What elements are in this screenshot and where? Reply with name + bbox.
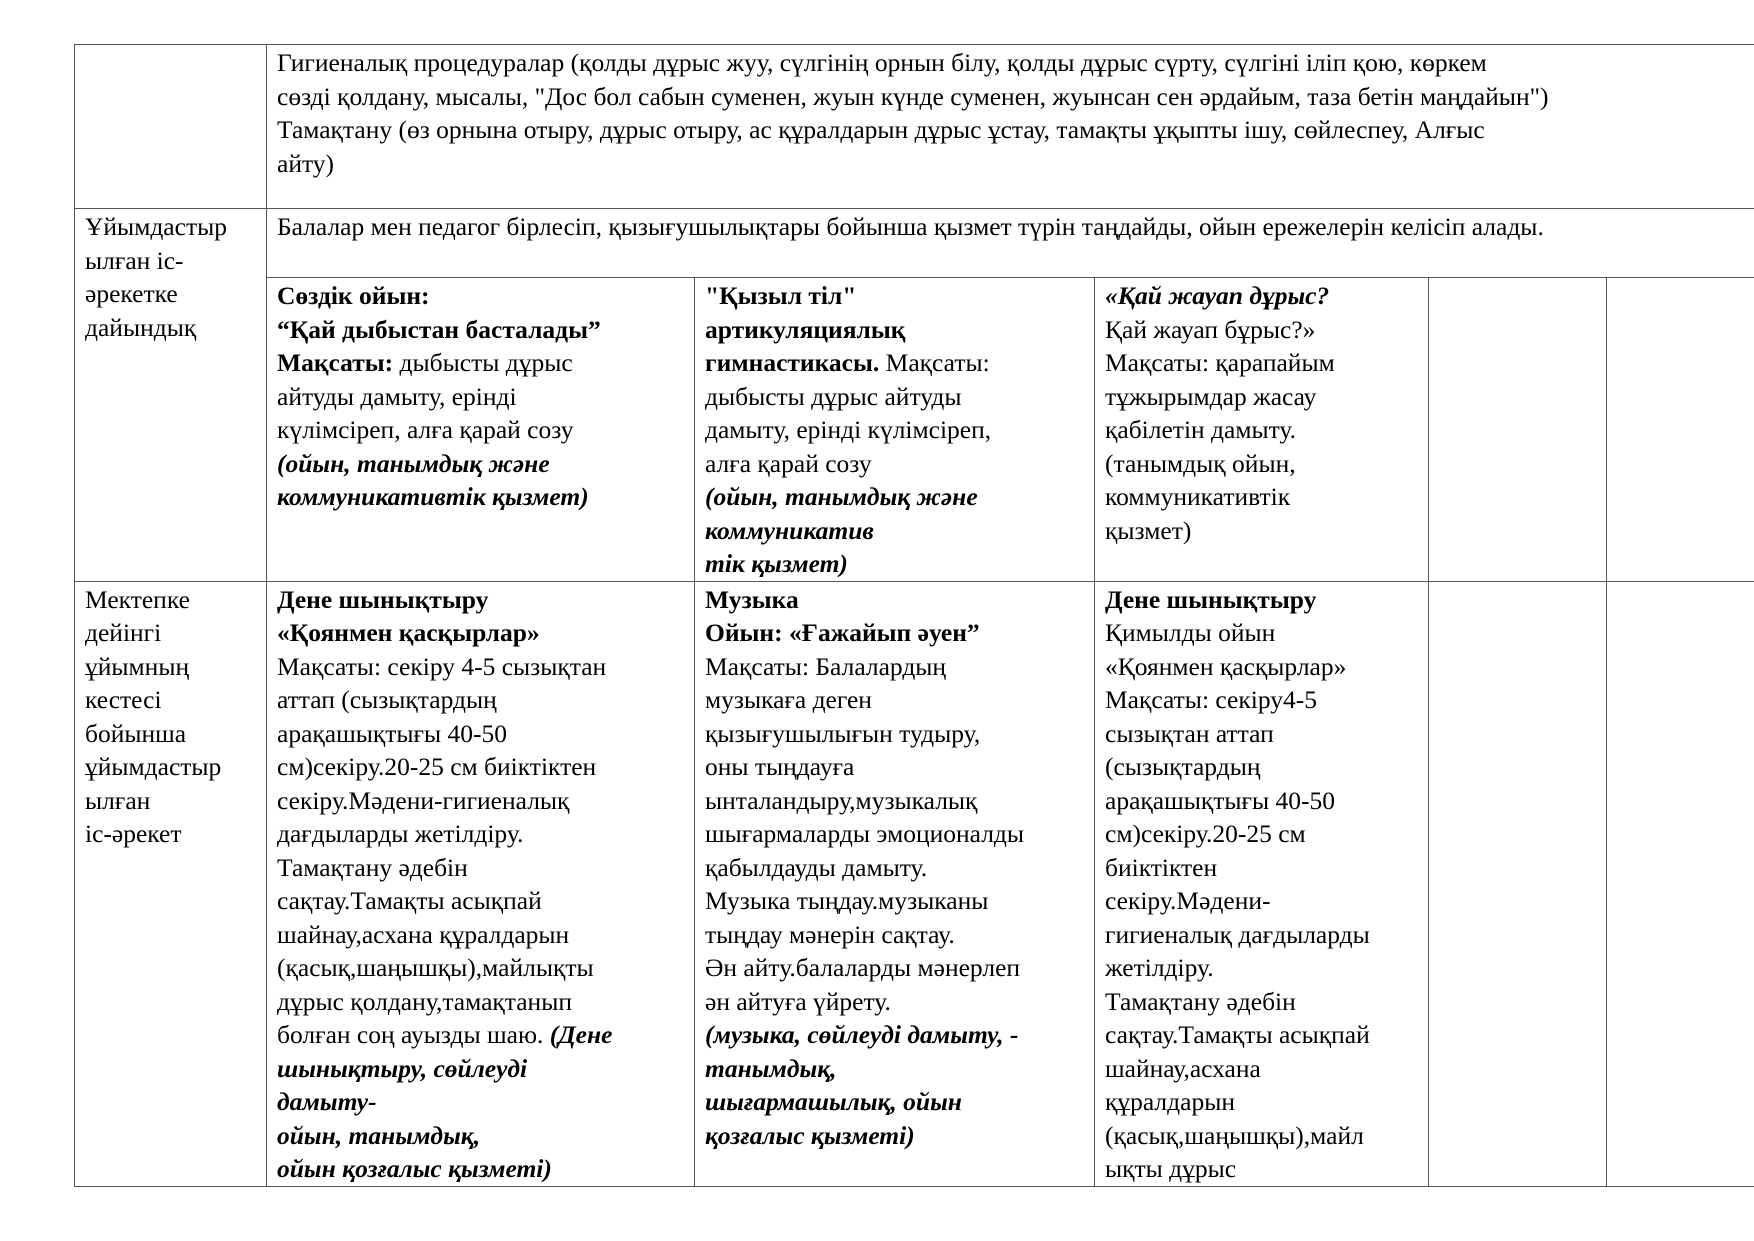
game-cell-1	[267, 278, 695, 582]
session-3-title: Дене шынықтыру	[1105, 584, 1317, 614]
session-1-line: секіру.Мәдени-гигиеналық	[277, 785, 570, 815]
session-2-line: ән айтуға үйрету.	[705, 986, 891, 1016]
session-1-line: (қасық,шаңышқы),майлықты	[277, 953, 594, 982]
session-2-line: қызығушылығын тудыру,	[705, 718, 981, 748]
game-3-line: (танымдық ойын,	[1105, 448, 1296, 478]
session-cell-5-empty	[1607, 581, 1754, 1186]
session-3-line: биіктіктен	[1105, 852, 1218, 882]
hygiene-line: Тамақтану (өз орнына отыру, дұрыс отыру, ас құралдарын дұрыс ұстау, тамақты ұқыпты ішу, сөйлеспеу, Алғыс	[277, 115, 1485, 144]
game-3-title: «Қай жауап дұрыс?	[1105, 281, 1330, 310]
prep-label-line: әрекетке	[85, 279, 178, 308]
session-2-line: тыңдау мәнерін сақтау.	[705, 919, 955, 949]
game-2-goal-line: дамыту, ерінді күлімсіреп,	[705, 415, 992, 444]
session-3-line: арақашықтығы 40-50	[1105, 785, 1335, 815]
hygiene-line: айту)	[277, 148, 335, 178]
game-cell-3	[1095, 278, 1429, 582]
session-1-last-line: болған соң ауызды шаю.	[277, 1020, 550, 1049]
game-1-activity-line: (ойын, танымдық және	[277, 448, 550, 478]
hygiene-line: Гигиеналық процедуралар (қолды дұрыс жуу, сүлгінің орнын білу, қолды дұрыс сүрту, сүлгіні іліп қою, көркем	[277, 48, 1487, 77]
session-1-line: см)секіру.20-25 см биіктіктен	[277, 752, 597, 781]
session-1-activity-start: (Дене	[549, 1020, 613, 1049]
session-1-line: шайнау,асхана құралдарын	[277, 919, 570, 949]
game-cell-2	[695, 278, 1095, 582]
session-1-activity-line: шынықтыру, сөйлеуді	[277, 1053, 528, 1083]
hygiene-row	[75, 45, 1754, 209]
sessions-label-line: бойынша	[85, 718, 187, 748]
game-3-line: тұжырымдар жасау	[1105, 381, 1317, 411]
prep-row	[75, 209, 1754, 278]
prep-label-line: Ұйымдастыр	[85, 212, 227, 241]
session-3-line: құралдарын	[1105, 1087, 1235, 1116]
session-2-line: ынталандыру,музыкалық	[705, 785, 978, 815]
session-1-game: «Қоянмен қасқырлар»	[277, 618, 540, 647]
session-1-line: сақтау.Тамақты асықпай	[277, 886, 542, 915]
agreement-cell	[267, 209, 1754, 278]
game-1-goal-line: айтуды дамыту, ерінді	[277, 381, 517, 411]
session-2-activity-line: (музыка, сөйлеуді дамыту, -	[705, 1020, 1019, 1049]
session-3-line: шайнау,асхана	[1105, 1053, 1261, 1083]
session-1-line: дұрыс қолдану,тамақтанып	[277, 986, 572, 1016]
sessions-label-line: іс-әрекет	[85, 819, 182, 848]
session-2-activity-line: шығармашылық, ойын	[705, 1087, 962, 1116]
prep-label-line: дайындық	[85, 312, 197, 342]
session-3-line: жетілдіру.	[1105, 953, 1214, 982]
session-3-line: сызықтан аттап	[1105, 718, 1274, 748]
hygiene-label-cell	[75, 45, 267, 209]
session-3-line: Қимылды ойын	[1105, 618, 1276, 647]
session-cell-3	[1095, 581, 1429, 1186]
prep-label-cell	[75, 209, 267, 582]
game-1-title: Сөздік ойын:	[277, 281, 430, 310]
game-1-goal-text: дыбысты дұрыс	[393, 348, 573, 377]
session-3-line: гигиеналық дағдыларды	[1105, 919, 1370, 949]
agreement-text: Балалар мен педагог бірлесіп, қызығушылықтары бойынша қызмет түрін таңдайды, ойын ережелерін келісіп алады.	[277, 212, 1544, 241]
sessions-row	[75, 581, 1754, 1186]
game-2-title: "Қызыл тіл"	[705, 281, 857, 310]
game-3-line: қабілетін дамыту.	[1105, 415, 1297, 444]
game-2-subtitle: артикуляциялық	[705, 314, 906, 344]
game-2-activity-line: коммуникатив	[705, 515, 874, 545]
game-3-line: Мақсаты: қарапайым	[1105, 348, 1335, 377]
session-2-activity-line: қозғалыс қызметі)	[705, 1120, 915, 1150]
game-2-subtitle-end: гимнастикасы.	[705, 348, 880, 377]
game-2-goal-label: Мақсаты:	[879, 348, 990, 377]
game-2-goal-line: алға қарай созу	[705, 448, 872, 478]
session-2-title: Музыка	[705, 584, 799, 614]
session-2-line: Музыка тыңдау.музыканы	[705, 886, 989, 915]
game-1-goal-label: Мақсаты:	[277, 348, 394, 377]
session-cell-1	[267, 581, 695, 1186]
sessions-label-line: ұйымдастыр	[85, 752, 222, 781]
session-1-activity-line: ойын, танымдық,	[277, 1120, 481, 1150]
session-3-line: Мақсаты: секіру4-5	[1105, 685, 1317, 714]
session-1-title: Дене шынықтыру	[277, 584, 489, 614]
game-2-activity-line: (ойын, танымдық және	[705, 482, 978, 511]
game-3-line: коммуникативтік	[1105, 482, 1291, 511]
session-2-game: Ойын: «Ғажайып әуен”	[705, 618, 980, 647]
game-cell-5-empty	[1607, 278, 1754, 582]
session-3-line: ықты дұрыс	[1105, 1154, 1237, 1183]
game-2-goal-line: дыбысты дұрыс айтуды	[705, 381, 962, 411]
session-2-line: шығармаларды эмоционалды	[705, 819, 1025, 848]
session-3-line: «Қоянмен қасқырлар»	[1105, 651, 1347, 681]
daily-plan-table	[74, 44, 1754, 1187]
session-1-line: арақашықтығы 40-50	[277, 718, 507, 748]
prep-label-line: ылған іс-	[85, 245, 184, 275]
session-3-line: (сызықтардың	[1105, 752, 1261, 781]
game-cell-4-empty	[1429, 278, 1607, 582]
sessions-label-line: кестесі	[85, 685, 162, 714]
session-1-line: Тамақтану әдебін	[277, 852, 468, 882]
session-2-line: музыкаға деген	[705, 685, 872, 714]
session-3-line: (қасық,шаңышқы),майл	[1105, 1120, 1364, 1150]
games-row	[75, 278, 1754, 582]
sessions-label-line: дейінгі	[85, 618, 162, 647]
session-2-line: Ән айту.балаларды мәнерлеп	[705, 953, 1021, 982]
game-1-activity-line: коммуникативтік қызмет)	[277, 482, 589, 511]
session-1-activity-line: ойын қозғалыс қызметі)	[277, 1154, 552, 1183]
game-3-line: Қай жауап бұрыс?»	[1105, 314, 1316, 344]
session-1-line: Мақсаты: секіру 4-5 сызықтан	[277, 651, 607, 681]
session-1-activity-line: дамыту-	[277, 1087, 377, 1116]
game-2-activity-line: тік қызмет)	[705, 549, 848, 578]
session-3-line: сақтау.Тамақты асықпай	[1105, 1020, 1370, 1049]
hygiene-line: сөзді қолдану, мысалы, "Дос бол сабын суменен, жуын күнде суменен, жуынсан сен әрдайым, таза бетін маңдайын")	[277, 81, 1549, 111]
session-2-activity-line: танымдық,	[705, 1053, 837, 1083]
session-2-line: оны тыңдауға	[705, 752, 855, 781]
session-1-line: дағдыларды жетілдіру.	[277, 819, 524, 848]
game-3-line: қызмет)	[1105, 515, 1192, 545]
session-3-line: см)секіру.20-25 см	[1105, 819, 1306, 848]
session-cell-2	[695, 581, 1095, 1186]
session-2-line: Мақсаты: Балалардың	[705, 651, 947, 681]
session-3-line: секіру.Мәдени-	[1105, 886, 1271, 915]
session-2-line: қабылдауды дамыту.	[705, 852, 928, 882]
session-1-line: аттап (сызықтардың	[277, 685, 497, 714]
sessions-label-line: Мектепке	[85, 584, 190, 614]
game-1-goal-line: күлімсіреп, алға қарай созу	[277, 415, 574, 444]
sessions-label-line: ұйымның	[85, 651, 190, 681]
hygiene-text-cell	[267, 45, 1754, 209]
sessions-label-line: ылған	[85, 785, 151, 815]
session-3-line: Тамақтану әдебін	[1105, 986, 1296, 1016]
game-1-subtitle: “Қай дыбыстан басталады”	[277, 314, 601, 344]
session-cell-4-empty	[1429, 581, 1607, 1186]
sessions-label-cell	[75, 581, 267, 1186]
